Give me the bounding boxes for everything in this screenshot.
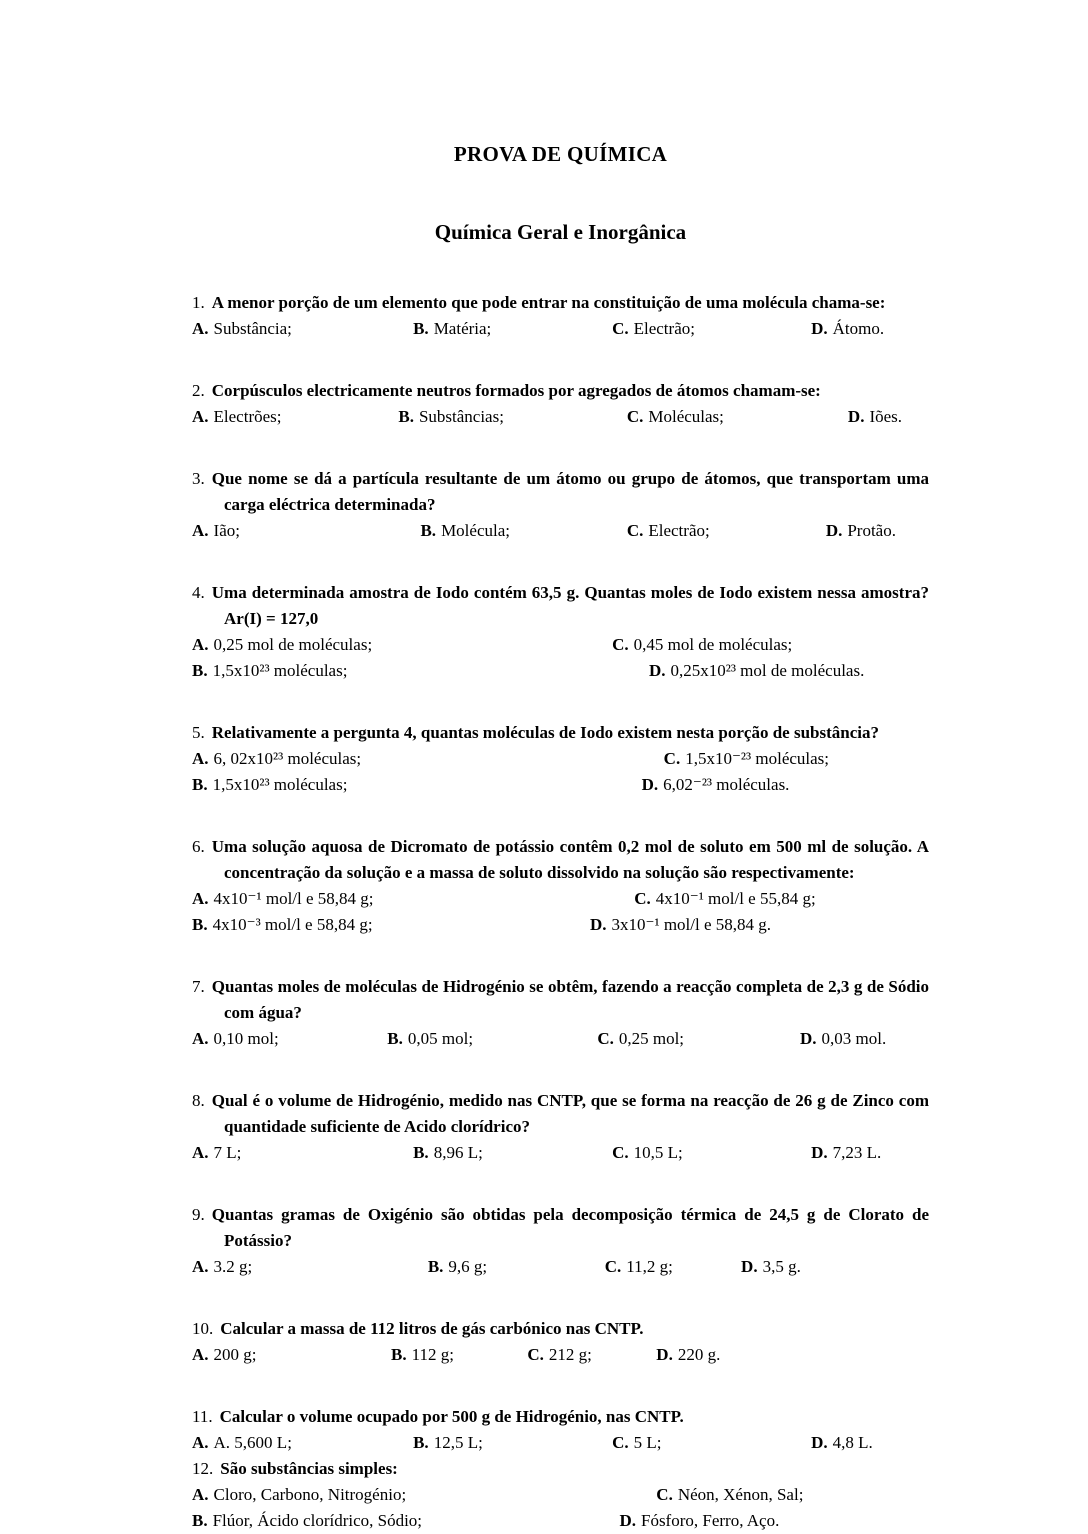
option-9-d-text: 3,5 g.: [762, 1257, 801, 1276]
option-1-d-text: Átomo.: [832, 319, 885, 338]
question-7-body: Quantas moles de moléculas de Hidrogénio se obtêm, fazendo a reacção completa de 2,3 g de Sódio com água?: [211, 977, 929, 1022]
option-6-a-label: A.: [192, 889, 209, 908]
question-2: [192, 378, 929, 430]
option-2-d: [848, 404, 929, 430]
question-11: [192, 1404, 929, 1456]
question-12-body: São substâncias simples:: [220, 1459, 398, 1478]
question-4-number: 4.: [192, 583, 205, 602]
question-2-number: 2.: [192, 381, 205, 400]
option-11-d-label: D.: [811, 1433, 828, 1452]
option-4-d-text: 0,25x10²³ mol de moléculas.: [670, 661, 865, 680]
question-6-body: Uma solução aquosa de Dicromato de potássio contêm 0,2 mol de soluto em 500 ml de solução. A concentração da solução e a massa de soluto dissolvido na solução são respectivamente:: [211, 837, 929, 882]
option-12-d-label: D.: [619, 1511, 636, 1530]
option-7-b-text: 0,05 mol;: [407, 1029, 474, 1048]
option-12-b: [192, 1508, 619, 1534]
question-7: [192, 974, 929, 1052]
option-5-c: [664, 746, 929, 772]
option-5-c-text: 1,5x10⁻²³ moléculas;: [685, 749, 830, 768]
question-6-number: 6.: [192, 837, 205, 856]
option-1-c-label: C.: [612, 319, 629, 338]
option-1-a: [192, 316, 413, 342]
option-9-c: [605, 1254, 741, 1280]
option-4-c-label: C.: [612, 635, 629, 654]
exam-page: [192, 0, 929, 1534]
option-1-b-label: B.: [413, 319, 429, 338]
page-subtitle: Química Geral e Inorgânica: [434, 220, 687, 244]
question-6: [192, 834, 929, 938]
question-1-text: [192, 290, 929, 316]
question-3-options: [192, 518, 929, 544]
option-4-b-label: B.: [192, 661, 208, 680]
option-7-b-label: B.: [387, 1029, 403, 1048]
option-2-c: [627, 404, 848, 430]
option-9-d-label: D.: [741, 1257, 758, 1276]
question-8-body: Qual é o volume de Hidrogénio, medido nas CNTP, que se forma na reacção de 26 g de Zinco com quantidade suficiente de Acido clorídrico?: [211, 1091, 929, 1136]
question-4-body: Uma determinada amostra de Iodo contém 63,5 g. Quantas moles de Iodo existem nessa amostra? Ar(I) = 127,0: [211, 583, 929, 628]
option-4-b-text: 1,5x10²³ moléculas;: [212, 661, 348, 680]
option-3-b-label: B.: [420, 521, 437, 540]
option-4-b: [192, 658, 649, 684]
option-3-a-label: A.: [192, 521, 209, 540]
option-12-b-label: B.: [192, 1511, 208, 1530]
option-10-a-text: 200 g;: [213, 1345, 257, 1364]
question-5-text: [192, 720, 929, 746]
option-7-d-label: D.: [800, 1029, 817, 1048]
option-8-d: [811, 1140, 929, 1166]
option-11-a-label: A.: [192, 1433, 209, 1452]
option-6-d-text: 3x10⁻¹ mol/l e 58,84 g.: [611, 915, 772, 934]
option-11-c-text: 5 L;: [633, 1433, 662, 1452]
option-12-d: [619, 1508, 929, 1534]
option-3-b: [420, 518, 626, 544]
option-6-d: [590, 912, 929, 938]
option-11-c: [612, 1430, 811, 1456]
option-1-d-label: D.: [811, 319, 828, 338]
question-7-text: [192, 974, 929, 1026]
question-1-options: [192, 316, 929, 342]
option-9-c-text: 11,2 g;: [626, 1257, 673, 1276]
question-8-options: [192, 1140, 929, 1166]
option-5-b-text: 1,5x10²³ moléculas;: [212, 775, 348, 794]
question-11-body: Calcular o volume ocupado por 500 g de Hidrogénio, nas CNTP.: [219, 1407, 684, 1426]
option-2-d-label: D.: [847, 407, 865, 426]
question-10-options: [192, 1342, 929, 1368]
option-8-b-label: B.: [413, 1143, 429, 1162]
option-2-c-text: Moléculas;: [648, 407, 724, 426]
option-9-b: [428, 1254, 605, 1280]
option-12-d-text: Fósforo, Ferro, Aço.: [640, 1511, 780, 1530]
option-5-a: [192, 746, 664, 772]
question-7-options: [192, 1026, 929, 1052]
question-3-body: Que nome se dá a partícula resultante de um átomo ou grupo de átomos, que transportam uma carga eléctrica determinada?: [211, 469, 929, 514]
option-7-d: [800, 1026, 929, 1052]
option-11-d-text: 4,8 L.: [832, 1433, 873, 1452]
option-12-b-text: Flúor, Ácido clorídrico, Sódio;: [212, 1511, 423, 1530]
option-2-a-label: A.: [192, 407, 209, 426]
option-7-a-text: 0,10 mol;: [213, 1029, 279, 1048]
option-5-b-label: B.: [192, 775, 208, 794]
option-1-a-text: Substância;: [213, 319, 292, 338]
option-7-c-text: 0,25 mol;: [618, 1029, 685, 1048]
question-7-number: 7.: [192, 977, 205, 996]
option-9-b-label: B.: [427, 1257, 444, 1276]
question-9: [192, 1202, 929, 1280]
option-7-a: [192, 1026, 387, 1052]
option-4-a-label: A.: [192, 635, 209, 654]
option-4-d: [649, 658, 929, 684]
option-8-c-label: C.: [612, 1143, 629, 1162]
question-8-text: [192, 1088, 929, 1140]
option-6-d-label: D.: [589, 915, 607, 934]
option-7-a-label: A.: [192, 1029, 209, 1048]
option-3-a-text: Ião;: [213, 521, 240, 540]
option-3-b-text: Molécula;: [441, 521, 510, 540]
option-10-c: [527, 1342, 656, 1368]
option-10-d-text: 220 g.: [677, 1345, 721, 1364]
option-4-a-text: 0,25 mol de moléculas;: [213, 635, 373, 654]
option-5-a-text: 6, 02x10²³ moléculas;: [213, 749, 362, 768]
option-2-d-text: Iões.: [869, 407, 903, 426]
option-6-c: [634, 886, 929, 912]
option-2-b-text: Substâncias;: [418, 407, 504, 426]
option-9-a-text: 3.2 g;: [213, 1257, 253, 1276]
option-9-a: [192, 1254, 428, 1280]
question-3-number: 3.: [192, 469, 205, 488]
question-2-text: [192, 378, 929, 404]
option-5-b: [192, 772, 642, 798]
page-title: PROVA DE QUÍMICA: [453, 142, 668, 166]
option-12-c-label: C.: [656, 1485, 673, 1504]
question-3: [192, 466, 929, 544]
question-9-body: Quantas gramas de Oxigénio são obtidas pela decomposição térmica de 24,5 g de Clorato de Potássio?: [211, 1205, 929, 1250]
question-9-options: [192, 1254, 929, 1280]
option-3-d-text: Protão.: [847, 521, 896, 540]
option-1-b-text: Matéria;: [433, 319, 492, 338]
option-7-c: [597, 1026, 800, 1052]
question-1-number: 1.: [192, 293, 205, 312]
option-9-c-label: C.: [604, 1257, 622, 1276]
option-5-d-text: 6,02⁻²³ moléculas.: [663, 775, 790, 794]
option-8-a-label: A.: [192, 1143, 209, 1162]
question-8-number: 8.: [192, 1091, 205, 1110]
option-6-a: [192, 886, 634, 912]
option-10-d-label: D.: [656, 1345, 673, 1364]
option-8-b-text: 8,96 L;: [433, 1143, 483, 1162]
option-3-d-label: D.: [825, 521, 843, 540]
option-7-c-label: C.: [597, 1029, 614, 1048]
question-12-number: 12.: [192, 1459, 214, 1478]
option-6-b: [192, 912, 590, 938]
option-10-a: [192, 1342, 391, 1368]
question-1: [192, 290, 929, 342]
option-6-c-text: 4x10⁻¹ mol/l e 55,84 g;: [655, 889, 816, 908]
option-1-a-label: A.: [192, 319, 209, 338]
option-8-b: [413, 1140, 612, 1166]
option-10-d: [656, 1342, 929, 1368]
option-10-b-label: B.: [390, 1345, 407, 1364]
question-10-text: [192, 1316, 929, 1342]
option-9-b-text: 9,6 g;: [448, 1257, 488, 1276]
option-2-c-label: C.: [626, 407, 644, 426]
option-5-d-label: D.: [641, 775, 659, 794]
option-1-d: [811, 316, 929, 342]
option-2-a: [192, 404, 398, 430]
option-12-a-text: Cloro, Carbono, Nitrogénio;: [213, 1485, 407, 1504]
question-12-options: [192, 1482, 929, 1534]
question-4-text: [192, 580, 929, 632]
option-5-d: [642, 772, 929, 798]
option-8-c: [612, 1140, 811, 1166]
option-5-a-label: A.: [192, 749, 209, 768]
option-4-d-label: D.: [648, 661, 666, 680]
question-8: [192, 1088, 929, 1166]
option-6-b-label: B.: [192, 915, 208, 934]
option-6-c-label: C.: [634, 889, 651, 908]
question-11-options: [192, 1430, 929, 1456]
option-11-b-text: 12,5 L;: [433, 1433, 483, 1452]
question-4-options: [192, 632, 929, 684]
option-1-c-text: Electrão;: [633, 319, 695, 338]
question-5-options: [192, 746, 929, 798]
option-3-a: [192, 518, 420, 544]
question-9-number: 9.: [192, 1205, 205, 1224]
option-3-c-label: C.: [626, 521, 644, 540]
option-6-a-text: 4x10⁻¹ mol/l e 58,84 g;: [213, 889, 374, 908]
option-3-c-text: Electrão;: [648, 521, 710, 540]
option-1-c: [612, 316, 811, 342]
option-8-d-label: D.: [811, 1143, 828, 1162]
option-10-c-text: 212 g;: [548, 1345, 592, 1364]
option-7-b: [387, 1026, 597, 1052]
option-11-d: [811, 1430, 929, 1456]
question-2-options: [192, 404, 929, 430]
question-10-body: Calcular a massa de 112 litros de gás carbónico nas CNTP.: [220, 1319, 644, 1338]
option-4-a: [192, 632, 612, 658]
option-7-d-text: 0,03 mol.: [821, 1029, 887, 1048]
option-10-b-text: 112 g;: [411, 1345, 454, 1364]
option-3-d: [826, 518, 929, 544]
option-9-d: [741, 1254, 929, 1280]
question-1-body: A menor porção de um elemento que pode entrar na constituição de uma molécula chama-se:: [211, 293, 886, 312]
option-12-a: [192, 1482, 656, 1508]
option-1-b: [413, 316, 612, 342]
option-6-b-text: 4x10⁻³ mol/l e 58,84 g;: [212, 915, 373, 934]
option-10-c-label: C.: [527, 1345, 544, 1364]
question-5-body: Relativamente a pergunta 4, quantas moléculas de Iodo existem nesta porção de substância?: [211, 723, 879, 742]
question-12-text: [192, 1456, 929, 1482]
option-11-b-label: B.: [413, 1433, 429, 1452]
option-4-c: [612, 632, 929, 658]
option-12-a-label: A.: [192, 1485, 209, 1504]
option-2-a-text: Electrões;: [213, 407, 282, 426]
option-9-a-label: A.: [192, 1257, 209, 1276]
question-3-text: [192, 466, 929, 518]
question-2-body: Corpúsculos electricamente neutros formados por agregados de átomos chamam-se:: [211, 381, 821, 400]
option-3-c: [627, 518, 826, 544]
option-12-c: [656, 1482, 929, 1508]
option-2-b-label: B.: [398, 407, 414, 426]
question-6-text: [192, 834, 929, 886]
question-5: [192, 720, 929, 798]
option-11-a: [192, 1430, 413, 1456]
option-10-a-label: A.: [192, 1345, 209, 1364]
question-10: [192, 1316, 929, 1368]
option-11-a-text: A. 5,600 L;: [213, 1433, 292, 1452]
option-10-b: [391, 1342, 527, 1368]
option-5-c-label: C.: [663, 749, 681, 768]
option-2-b: [398, 404, 626, 430]
option-12-c-text: Néon, Xénon, Sal;: [677, 1485, 804, 1504]
question-12: [192, 1456, 929, 1534]
option-11-b: [413, 1430, 612, 1456]
option-8-a-text: 7 L;: [213, 1143, 242, 1162]
question-9-text: [192, 1202, 929, 1254]
option-8-d-text: 7,23 L.: [832, 1143, 882, 1162]
option-4-c-text: 0,45 mol de moléculas;: [633, 635, 793, 654]
option-8-a: [192, 1140, 413, 1166]
question-11-number: 11.: [192, 1407, 213, 1426]
option-8-c-text: 10,5 L;: [633, 1143, 683, 1162]
question-6-options: [192, 886, 929, 938]
question-10-number: 10.: [192, 1319, 214, 1338]
question-5-number: 5.: [192, 723, 205, 742]
question-4: [192, 580, 929, 684]
option-11-c-label: C.: [612, 1433, 629, 1452]
